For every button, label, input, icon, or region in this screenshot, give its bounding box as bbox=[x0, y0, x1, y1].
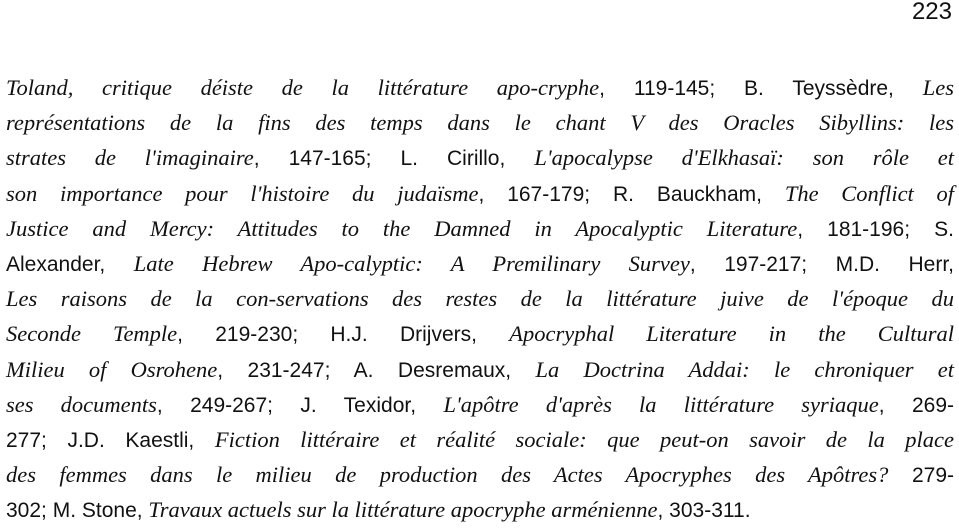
text-line bbox=[6, 316, 954, 351]
italic-text-segment: Seconde Temple bbox=[6, 321, 178, 347]
roman-text-segment: 302; M. Stone, bbox=[6, 499, 149, 523]
text-line bbox=[6, 457, 954, 492]
italic-text-segment: The Conflict of bbox=[784, 180, 954, 206]
italic-text-segment: L'apôtre d'après la littérature syriaque bbox=[443, 391, 879, 417]
text-line bbox=[6, 105, 954, 140]
roman-text-segment: , 167-179; R. Bauckham, bbox=[478, 182, 785, 206]
roman-text-segment: , 303-311. bbox=[657, 499, 751, 523]
italic-text-segment: Les bbox=[922, 75, 954, 100]
bibliography-paragraph bbox=[6, 70, 954, 527]
italic-text-segment: L'apocalypse d'Elkhasaï: son rôle et bbox=[534, 145, 954, 171]
roman-text-segment: 277; J.D. Kaestli, bbox=[6, 428, 215, 452]
roman-text-segment: , 269- bbox=[878, 393, 954, 417]
text-line bbox=[6, 352, 954, 387]
italic-text-segment: Milieu of Osrohene bbox=[6, 356, 218, 382]
italic-text-segment: Travaux actuels sur la littérature apocryphe arménienne bbox=[148, 497, 658, 523]
italic-text-segment: ses documents bbox=[6, 391, 157, 417]
italic-text-segment: son importance pour l'histoire du judaïsme bbox=[6, 180, 479, 206]
roman-text-segment: , 119-145; B. Teyssèdre, bbox=[599, 77, 923, 100]
italic-text-segment: Les raisons de la con-servations des restes de la littérature juive de l'époque du bbox=[6, 286, 954, 312]
roman-text-segment: , 249-267; J. Texidor, bbox=[156, 393, 444, 417]
text-line bbox=[6, 387, 954, 422]
italic-text-segment: représentations de la fins des temps dans le chant V des Oracles Sibyllins: les bbox=[6, 110, 954, 136]
text-line bbox=[6, 176, 954, 211]
roman-text-segment: 279- bbox=[888, 464, 954, 488]
italic-text-segment: des femmes dans le milieu de production des Actes Apocryphes des Apôtres? bbox=[6, 462, 889, 488]
text-line bbox=[6, 281, 954, 316]
text-line bbox=[6, 492, 954, 527]
text-line bbox=[6, 211, 954, 246]
italic-text-segment: Fiction littéraire et réalité sociale: que peut-on savoir de la place bbox=[214, 426, 955, 452]
text-line bbox=[6, 140, 954, 175]
roman-text-segment: , 181-196; S. bbox=[797, 217, 954, 241]
text-line bbox=[6, 422, 954, 457]
text-line bbox=[6, 70, 954, 105]
roman-text-segment: , 197-217; M.D. Herr, bbox=[689, 252, 954, 276]
roman-text-segment: , 147-165; L. Cirillo, bbox=[253, 147, 535, 171]
roman-text-segment: , 219-230; H.J. Drijvers, bbox=[177, 323, 510, 347]
text-line bbox=[6, 246, 954, 281]
roman-text-segment: Alexander, bbox=[6, 252, 134, 276]
italic-text-segment: La Doctrina Addai: le chroniquer et bbox=[535, 356, 954, 382]
italic-text-segment: Toland, critique déiste de la littérature apo-cryphe bbox=[6, 75, 600, 100]
italic-text-segment: Justice and Mercy: Attitudes to the Damned in Apocalyptic Literature bbox=[6, 215, 798, 241]
italic-text-segment: strates de l'imaginaire bbox=[6, 145, 254, 171]
roman-text-segment: , 231-247; A. Desremaux, bbox=[217, 358, 536, 382]
page-number: 223 bbox=[911, 0, 952, 25]
italic-text-segment: Apocryphal Literature in the Cultural bbox=[509, 321, 954, 347]
italic-text-segment: Late Hebrew Apo-calyptic: A Premilinary Survey bbox=[133, 250, 690, 276]
